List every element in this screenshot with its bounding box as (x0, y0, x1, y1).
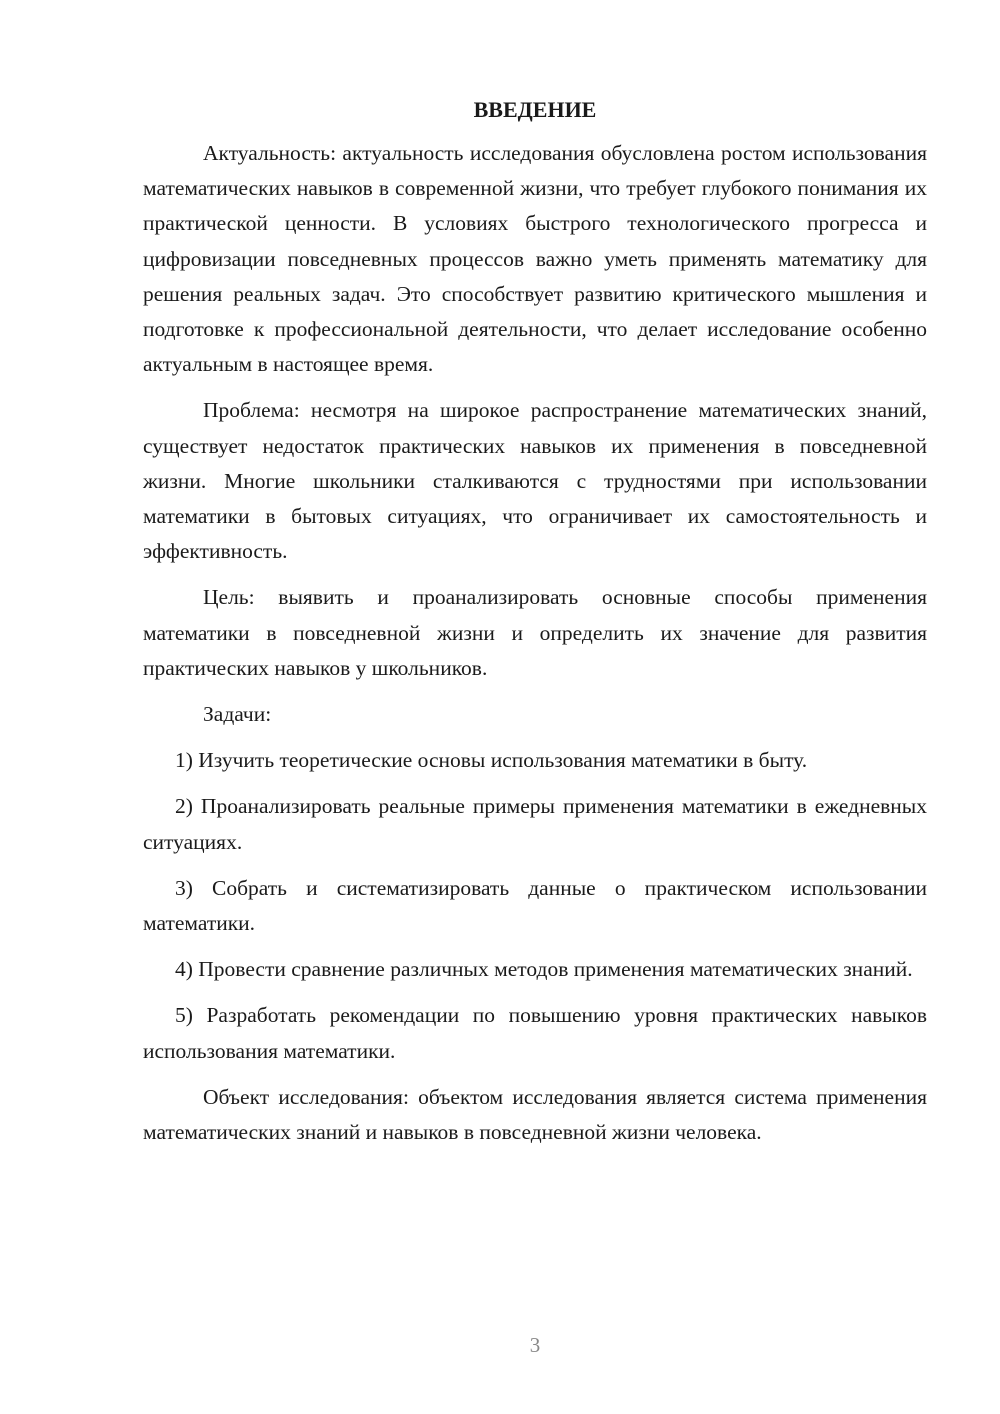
document-body (143, 92, 927, 1150)
tasks-label: Задачи: (203, 702, 272, 727)
page-title: ВВЕДЕНИЕ (473, 97, 597, 122)
page-number: 3 (529, 1333, 541, 1357)
object-paragraph: Объект исследования: объектом исследования является система применения математических знаний и навыков в повседневной жизни человека. (143, 1084, 927, 1145)
task-item: 5) Разработать рекомендации по повышению уровня практических навыков использования математики. (143, 1003, 927, 1063)
task-item: 1) Изучить теоретические основы использования математики в быту. (175, 748, 808, 773)
task-item: 2) Проанализировать реальные примеры применения математики в ежедневных ситуациях. (143, 794, 927, 854)
relevance-paragraph: Актуальность: актуальность исследования обусловлена ростом использования математических навыков в современной жизни, что требует глубокого понимания их практической ценности. В условиях быстрого технологического прогресса и цифровизации повседневных процессов важно уметь применять математику для решения реальных задач. Это способствует развитию критического мышления и подготовке к профессиональной деятельности, что делает исследование особенно актуальным в настоящее время. (143, 141, 927, 377)
goal-paragraph: Цель: выявить и проанализировать основные способы применения математики в повседневной жизни и определить их значение для развития практических навыков у школьников. (143, 585, 927, 680)
problem-paragraph: Проблема: несмотря на широкое распространение математических знаний, существует недостаток практических навыков их применения в повседневной жизни. Многие школьники сталкиваются с трудностями при использовании математики в бытовых ситуациях, что ограничивает их самостоятельность и эффективность. (143, 398, 927, 564)
task-item: 4) Провести сравнение различных методов применения математических знаний. (175, 957, 913, 982)
task-item: 3) Собрать и систематизировать данные о практическом использовании математики. (143, 875, 927, 936)
